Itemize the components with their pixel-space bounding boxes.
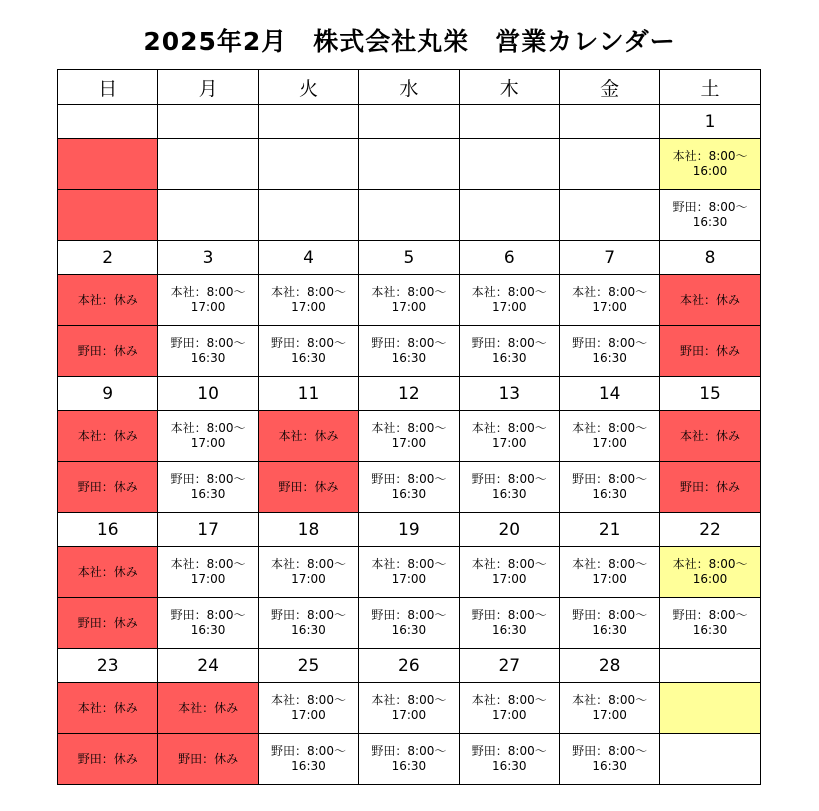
honsha-hours-cell	[258, 411, 358, 462]
honsha-hours-cell	[559, 683, 659, 734]
noda-hours-text: 野田：休み	[77, 615, 138, 630]
honsha-hours-text: 本社：休み	[77, 564, 138, 579]
honsha-hours-text: 17:00	[291, 300, 326, 314]
honsha-hours-text: 本社：8:00～	[572, 693, 648, 707]
day-number	[158, 105, 258, 139]
noda-hours-cell	[359, 462, 459, 513]
noda-hours-text: 16:30	[190, 351, 226, 365]
noda-hours-cell	[58, 598, 158, 649]
honsha-hours-text: 本社：8:00～	[371, 285, 447, 299]
calendar-title: 2025年2月 株式会社丸栄 営業カレンダー	[143, 27, 676, 56]
honsha-hours-text: 17:00	[491, 300, 527, 314]
noda-hours-text: 野田：8:00～	[371, 472, 447, 486]
noda-hours-cell	[459, 734, 559, 785]
honsha-hours-text: 17:00	[190, 300, 226, 314]
honsha-hours-text: 17:00	[291, 708, 326, 722]
weekday-wed: 水	[359, 70, 459, 105]
noda-hours-text: 野田：休み	[77, 751, 138, 766]
noda-hours-text: 野田：8:00～	[572, 472, 648, 486]
noda-hours-text: 16:30	[291, 623, 326, 637]
noda-hours-text: 野田：8:00～	[271, 608, 346, 622]
honsha-hours-cell	[258, 547, 358, 598]
honsha-hours-text: 17:00	[391, 572, 427, 586]
day-number-row	[58, 649, 761, 683]
day-number: 26	[359, 649, 459, 683]
day-number: 22	[660, 513, 760, 547]
honsha-hours-text: 16:00	[692, 572, 728, 586]
honsha-hours-text: 本社：8:00～	[672, 149, 748, 163]
honsha-hours-cell	[459, 411, 559, 462]
day-number: 20	[459, 513, 559, 547]
noda-hours-cell	[559, 734, 659, 785]
honsha-hours-text: 本社：休み	[77, 292, 138, 307]
noda-hours-text: 野田：8:00～	[170, 608, 246, 622]
honsha-hours-text: 17:00	[491, 708, 527, 722]
noda-hours-cell	[158, 190, 258, 241]
noda-hours-cell	[258, 190, 358, 241]
day-number: 25	[258, 649, 358, 683]
day-number-row	[58, 377, 761, 411]
honsha-hours-text: 本社：休み	[680, 428, 741, 443]
honsha-hours-text: 本社：8:00～	[371, 421, 447, 435]
honsha-hours-text: 本社：8:00～	[271, 693, 346, 707]
honsha-hours-cell	[559, 275, 659, 326]
noda-hours-text: 野田：休み	[178, 751, 239, 766]
noda-hours-cell	[359, 598, 459, 649]
honsha-hours-text: 本社：8:00～	[170, 285, 246, 299]
noda-hours-text: 野田：休み	[278, 479, 339, 494]
day-number: 17	[158, 513, 258, 547]
day-number: 6	[459, 241, 559, 275]
noda-hours-text: 16:30	[692, 215, 728, 229]
noda-hours-text: 野田：休み	[77, 479, 138, 494]
day-number	[459, 105, 559, 139]
noda-hours-text: 16:30	[592, 487, 627, 501]
noda-hours-cell	[258, 326, 358, 377]
noda-hours-text: 16:30	[291, 759, 326, 773]
noda-hours-cell	[158, 326, 258, 377]
day-number: 5	[359, 241, 459, 275]
day-number: 16	[58, 513, 158, 547]
noda-hours-text: 野田：8:00～	[371, 744, 447, 758]
noda-hours-text: 野田：8:00～	[471, 472, 547, 486]
honsha-hours-cell	[158, 547, 258, 598]
day-number: 7	[559, 241, 659, 275]
day-number: 12	[359, 377, 459, 411]
noda-hours-text: 野田：8:00～	[471, 608, 547, 622]
noda-hours-cell	[660, 190, 760, 241]
noda-hours-cell	[58, 190, 158, 241]
day-number	[258, 105, 358, 139]
noda-hours-cell	[459, 326, 559, 377]
noda-hours-cell	[459, 462, 559, 513]
noda-hours-text: 野田：休み	[680, 479, 741, 494]
honsha-hours-cell	[660, 411, 760, 462]
noda-hours-cell	[58, 326, 158, 377]
noda-hours-text: 16:30	[391, 487, 427, 501]
noda-hours-text: 16:30	[592, 759, 627, 773]
honsha-hours-row	[58, 139, 761, 190]
honsha-hours-text: 本社：休み	[278, 428, 339, 443]
noda-hours-text: 野田：8:00～	[471, 744, 547, 758]
noda-hours-text: 野田：8:00～	[271, 336, 346, 350]
honsha-hours-cell	[359, 547, 459, 598]
noda-hours-cell	[58, 734, 158, 785]
honsha-hours-text: 本社：8:00～	[471, 285, 547, 299]
honsha-hours-text: 本社：8:00～	[471, 421, 547, 435]
noda-hours-text: 16:30	[391, 351, 427, 365]
honsha-hours-cell	[58, 547, 158, 598]
honsha-hours-text: 本社：8:00～	[170, 557, 246, 571]
noda-hours-text: 16:30	[391, 623, 427, 637]
noda-hours-cell	[559, 326, 659, 377]
noda-hours-row	[58, 190, 761, 241]
day-number: 15	[660, 377, 760, 411]
day-number: 10	[158, 377, 258, 411]
weekday-mon: 月	[158, 70, 258, 105]
honsha-hours-text: 17:00	[190, 572, 226, 586]
noda-hours-text: 野田：休み	[77, 343, 138, 358]
honsha-hours-row	[58, 275, 761, 326]
noda-hours-row	[58, 734, 761, 785]
day-number	[359, 105, 459, 139]
noda-hours-cell	[58, 462, 158, 513]
noda-hours-cell	[258, 734, 358, 785]
day-number: 9	[58, 377, 158, 411]
day-number: 23	[58, 649, 158, 683]
honsha-hours-text: 本社：休み	[77, 700, 138, 715]
noda-hours-text: 野田：8:00～	[572, 744, 648, 758]
day-number: 1	[660, 105, 760, 139]
honsha-hours-text: 17:00	[291, 572, 326, 586]
honsha-hours-row	[58, 411, 761, 462]
honsha-hours-cell	[359, 139, 459, 190]
noda-hours-cell	[158, 598, 258, 649]
noda-hours-cell	[459, 190, 559, 241]
noda-hours-cell	[359, 190, 459, 241]
weekday-fri: 金	[559, 70, 659, 105]
noda-hours-text: 16:30	[190, 623, 226, 637]
honsha-hours-text: 本社：8:00～	[371, 557, 447, 571]
honsha-hours-cell	[559, 411, 659, 462]
noda-hours-text: 16:30	[190, 487, 226, 501]
honsha-hours-cell	[459, 547, 559, 598]
honsha-hours-cell	[359, 411, 459, 462]
honsha-hours-row	[58, 547, 761, 598]
honsha-hours-text: 17:00	[592, 572, 627, 586]
day-number: 21	[559, 513, 659, 547]
noda-hours-text: 野田：8:00～	[170, 472, 246, 486]
honsha-hours-text: 17:00	[592, 436, 627, 450]
noda-hours-cell	[660, 462, 760, 513]
honsha-hours-cell	[258, 683, 358, 734]
honsha-hours-row	[58, 683, 761, 734]
calendar-body	[58, 70, 761, 785]
day-number: 2	[58, 241, 158, 275]
honsha-hours-text: 本社：8:00～	[371, 693, 447, 707]
day-number	[660, 649, 760, 683]
day-number: 19	[359, 513, 459, 547]
noda-hours-text: 野田：8:00～	[672, 200, 748, 214]
noda-hours-cell	[359, 734, 459, 785]
noda-hours-text: 16:30	[592, 351, 627, 365]
day-number: 13	[459, 377, 559, 411]
honsha-hours-text: 本社：8:00～	[572, 285, 648, 299]
noda-hours-text: 16:30	[592, 623, 627, 637]
noda-hours-text: 16:30	[491, 351, 527, 365]
weekday-tue: 火	[258, 70, 358, 105]
noda-hours-cell	[258, 598, 358, 649]
noda-hours-text: 野田：8:00～	[572, 608, 648, 622]
noda-hours-text: 16:30	[491, 623, 527, 637]
honsha-hours-text: 17:00	[391, 300, 427, 314]
day-number: 18	[258, 513, 358, 547]
day-number-row	[58, 513, 761, 547]
honsha-hours-cell	[158, 139, 258, 190]
honsha-hours-cell	[158, 683, 258, 734]
noda-hours-text: 野田：休み	[680, 343, 741, 358]
honsha-hours-cell	[459, 683, 559, 734]
honsha-hours-text: 17:00	[592, 300, 627, 314]
honsha-hours-text: 17:00	[190, 436, 226, 450]
noda-hours-cell	[559, 462, 659, 513]
honsha-hours-text: 本社：休み	[77, 428, 138, 443]
honsha-hours-cell	[258, 139, 358, 190]
noda-hours-row	[58, 326, 761, 377]
honsha-hours-cell	[58, 139, 158, 190]
honsha-hours-text: 17:00	[491, 436, 527, 450]
noda-hours-text: 野田：8:00～	[471, 336, 547, 350]
day-number: 4	[258, 241, 358, 275]
weekday-sun: 日	[58, 70, 158, 105]
honsha-hours-cell	[158, 275, 258, 326]
noda-hours-text: 野田：8:00～	[170, 336, 246, 350]
noda-hours-cell	[459, 598, 559, 649]
honsha-hours-cell	[58, 275, 158, 326]
business-calendar	[57, 69, 761, 785]
noda-hours-text: 16:30	[491, 487, 527, 501]
honsha-hours-cell	[459, 139, 559, 190]
noda-hours-cell	[559, 598, 659, 649]
noda-hours-cell	[158, 462, 258, 513]
noda-hours-row	[58, 598, 761, 649]
noda-hours-text: 野田：8:00～	[572, 336, 648, 350]
honsha-hours-text: 本社：8:00～	[471, 557, 547, 571]
honsha-hours-cell	[359, 683, 459, 734]
honsha-hours-cell	[559, 139, 659, 190]
day-number: 27	[459, 649, 559, 683]
noda-hours-text: 野田：8:00～	[672, 608, 748, 622]
honsha-hours-cell	[58, 683, 158, 734]
honsha-hours-text: 本社：8:00～	[471, 693, 547, 707]
honsha-hours-text: 17:00	[391, 708, 427, 722]
day-number-row	[58, 105, 761, 139]
day-number	[58, 105, 158, 139]
honsha-hours-cell	[359, 275, 459, 326]
day-number-row	[58, 241, 761, 275]
noda-hours-text: 野田：8:00～	[371, 336, 447, 350]
weekday-thu: 木	[459, 70, 559, 105]
weekday-header-row	[58, 70, 761, 105]
honsha-hours-text: 17:00	[391, 436, 427, 450]
day-number: 14	[559, 377, 659, 411]
noda-hours-cell	[258, 462, 358, 513]
honsha-hours-cell	[459, 275, 559, 326]
day-number: 28	[559, 649, 659, 683]
honsha-hours-cell	[660, 683, 760, 734]
honsha-hours-text: 17:00	[491, 572, 527, 586]
noda-hours-text: 16:30	[291, 351, 326, 365]
noda-hours-cell	[559, 190, 659, 241]
noda-hours-cell	[660, 598, 760, 649]
day-number: 11	[258, 377, 358, 411]
honsha-hours-cell	[660, 275, 760, 326]
honsha-hours-text: 本社：8:00～	[271, 557, 346, 571]
noda-hours-text: 野田：8:00～	[271, 744, 346, 758]
honsha-hours-cell	[58, 411, 158, 462]
honsha-hours-text: 本社：8:00～	[572, 421, 648, 435]
weekday-sat: 土	[660, 70, 760, 105]
noda-hours-text: 16:30	[491, 759, 527, 773]
honsha-hours-cell	[660, 547, 760, 598]
honsha-hours-text: 本社：休み	[178, 700, 239, 715]
noda-hours-text: 16:30	[391, 759, 427, 773]
honsha-hours-text: 本社：休み	[680, 292, 741, 307]
honsha-hours-text: 本社：8:00～	[170, 421, 246, 435]
day-number: 3	[158, 241, 258, 275]
honsha-hours-cell	[158, 411, 258, 462]
noda-hours-cell	[660, 734, 760, 785]
honsha-hours-cell	[660, 139, 760, 190]
noda-hours-row	[58, 462, 761, 513]
day-number: 8	[660, 241, 760, 275]
honsha-hours-cell	[258, 275, 358, 326]
noda-hours-text: 16:30	[692, 623, 728, 637]
noda-hours-cell	[158, 734, 258, 785]
honsha-hours-cell	[559, 547, 659, 598]
honsha-hours-text: 本社：8:00～	[271, 285, 346, 299]
day-number	[559, 105, 659, 139]
day-number: 24	[158, 649, 258, 683]
honsha-hours-text: 本社：8:00～	[672, 557, 748, 571]
noda-hours-cell	[359, 326, 459, 377]
honsha-hours-text: 本社：8:00～	[572, 557, 648, 571]
noda-hours-text: 野田：8:00～	[371, 608, 447, 622]
honsha-hours-text: 16:00	[692, 164, 728, 178]
noda-hours-cell	[660, 326, 760, 377]
honsha-hours-text: 17:00	[592, 708, 627, 722]
